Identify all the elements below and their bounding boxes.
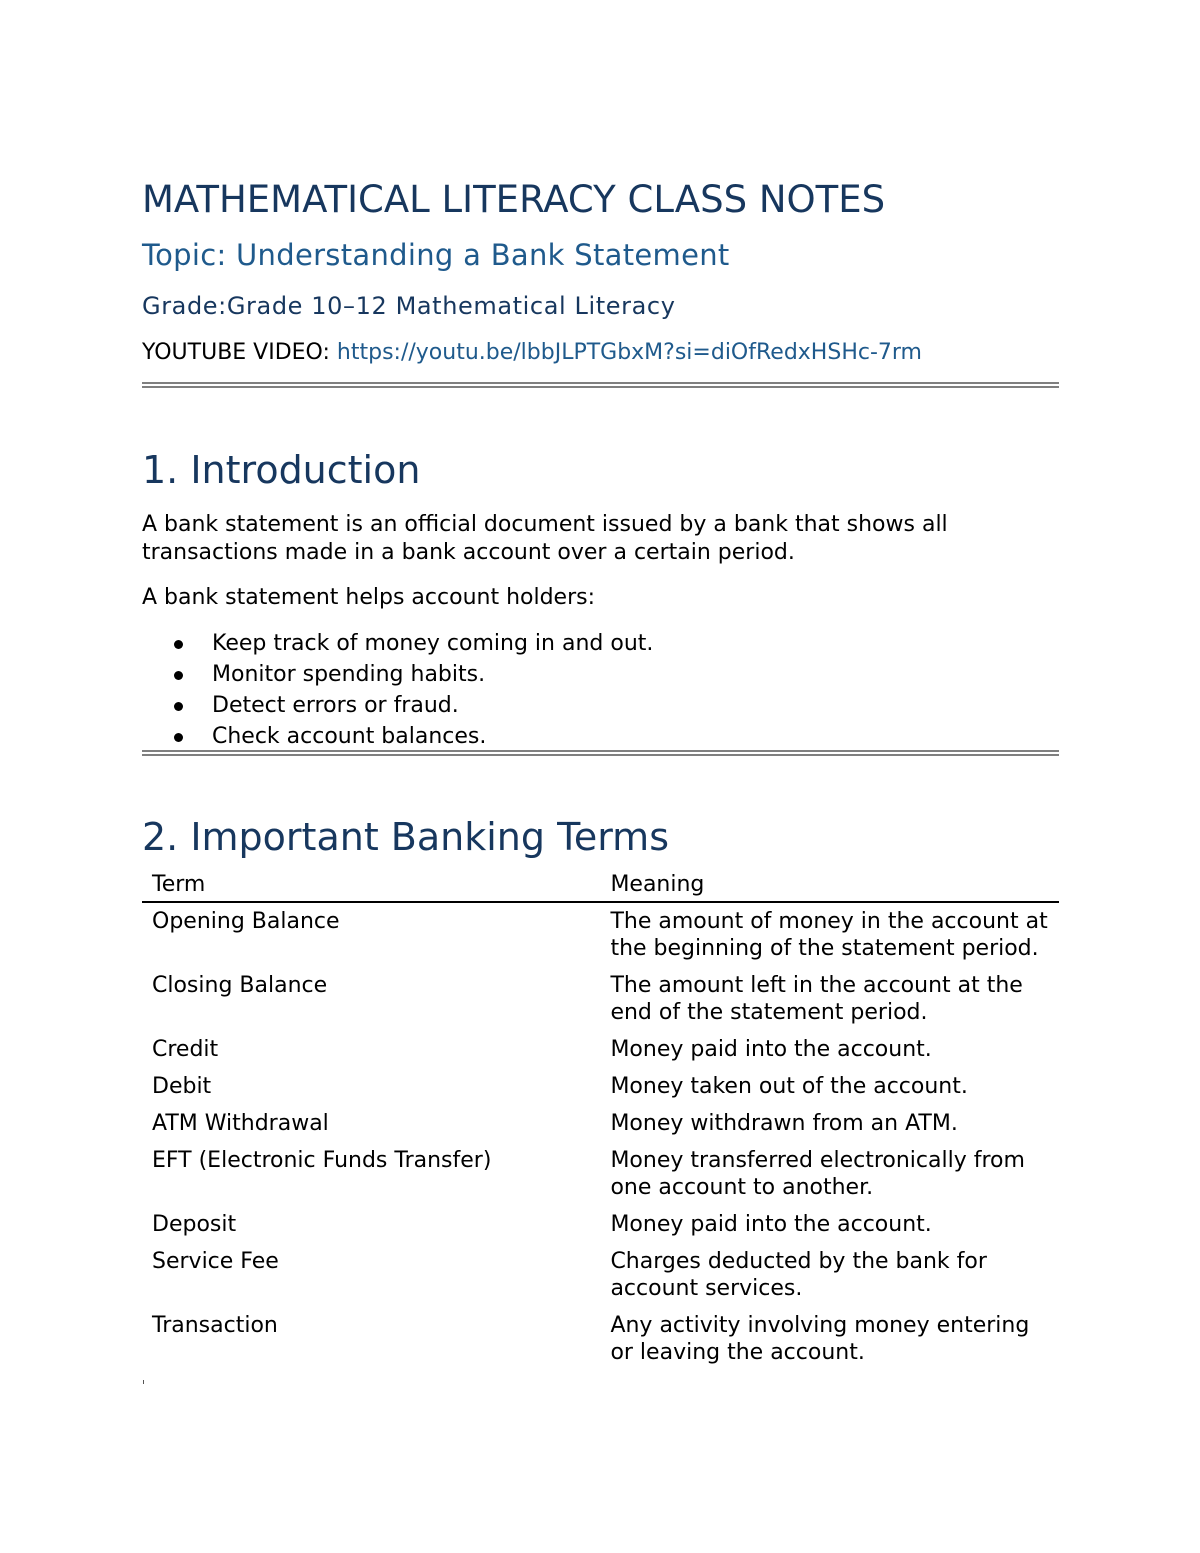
term-cell: Service Fee bbox=[152, 1249, 279, 1274]
meaning-cell: The amount left in the account at the end of the statement period. bbox=[610, 973, 1023, 1025]
section-divider bbox=[142, 382, 1059, 388]
table-row bbox=[142, 1307, 1059, 1371]
intro-heading: 1. Introduction bbox=[142, 448, 421, 492]
document-title: MATHEMATICAL LITERACY CLASS NOTES bbox=[142, 178, 886, 221]
intro-helps-paragraph: A bank statement helps account holders: bbox=[142, 585, 596, 610]
youtube-video-line bbox=[142, 340, 922, 365]
bullet-icon bbox=[174, 702, 183, 711]
term-cell: Deposit bbox=[152, 1212, 237, 1237]
section-divider bbox=[142, 750, 1059, 756]
table-row bbox=[142, 1031, 1059, 1068]
meaning-cell: Charges deducted by the bank for account services. bbox=[610, 1249, 987, 1301]
intro-paragraph: A bank statement is an official document issued by a bank that shows all transactions made in a bank account over a certain period. bbox=[142, 512, 948, 565]
bullet-icon bbox=[174, 733, 183, 742]
column-header-meaning: Meaning bbox=[600, 872, 1059, 902]
meaning-cell: Money paid into the account. bbox=[610, 1212, 932, 1237]
table-row bbox=[142, 1068, 1059, 1105]
meaning-cell: Any activity involving money entering or leaving the account. bbox=[610, 1313, 1030, 1365]
list-item-text: Check account balances. bbox=[212, 724, 487, 749]
table-row bbox=[142, 902, 1059, 967]
terms-heading: 2. Important Banking Terms bbox=[142, 815, 669, 859]
table-row bbox=[142, 1142, 1059, 1206]
list-item bbox=[142, 690, 653, 721]
banking-terms-table bbox=[142, 872, 1059, 1371]
term-cell: Opening Balance bbox=[152, 909, 340, 934]
table-row bbox=[142, 1105, 1059, 1142]
meaning-cell: Money withdrawn from an ATM. bbox=[610, 1111, 958, 1136]
page-mark bbox=[143, 1380, 144, 1384]
list-item bbox=[142, 659, 653, 690]
table-header-row bbox=[142, 872, 1059, 902]
term-cell: EFT (Electronic Funds Transfer) bbox=[152, 1148, 492, 1173]
meaning-cell: Money transferred electronically from one account to another. bbox=[610, 1148, 1025, 1200]
meaning-cell: The amount of money in the account at the beginning of the statement period. bbox=[610, 909, 1048, 961]
bullet-icon bbox=[174, 671, 183, 680]
grade-line: Grade:Grade 10–12 Mathematical Literacy bbox=[142, 292, 676, 320]
table-row bbox=[142, 1206, 1059, 1243]
term-cell: ATM Withdrawal bbox=[152, 1111, 329, 1136]
meaning-cell: Money paid into the account. bbox=[610, 1037, 932, 1062]
bullet-icon bbox=[174, 640, 183, 649]
table-row bbox=[142, 1243, 1059, 1307]
youtube-video-link[interactable]: https://youtu.be/lbbJLPTGbxM?si=diOfRedxHSHc-7rm bbox=[336, 340, 922, 365]
table-row bbox=[142, 967, 1059, 1031]
term-cell: Debit bbox=[152, 1074, 212, 1099]
topic-subtitle: Topic: Understanding a Bank Statement bbox=[142, 238, 730, 272]
youtube-video-label: YOUTUBE VIDEO: bbox=[142, 340, 337, 365]
list-item bbox=[142, 721, 653, 752]
list-item-text: Monitor spending habits. bbox=[212, 662, 486, 687]
list-item-text: Detect errors or fraud. bbox=[212, 693, 459, 718]
meaning-cell: Money taken out of the account. bbox=[610, 1074, 968, 1099]
term-cell: Transaction bbox=[152, 1313, 278, 1338]
intro-bullet-list bbox=[142, 628, 653, 752]
column-header-term: Term bbox=[142, 872, 600, 902]
list-item-text: Keep track of money coming in and out. bbox=[212, 631, 654, 656]
list-item bbox=[142, 628, 653, 659]
term-cell: Credit bbox=[152, 1037, 219, 1062]
term-cell: Closing Balance bbox=[152, 973, 328, 998]
